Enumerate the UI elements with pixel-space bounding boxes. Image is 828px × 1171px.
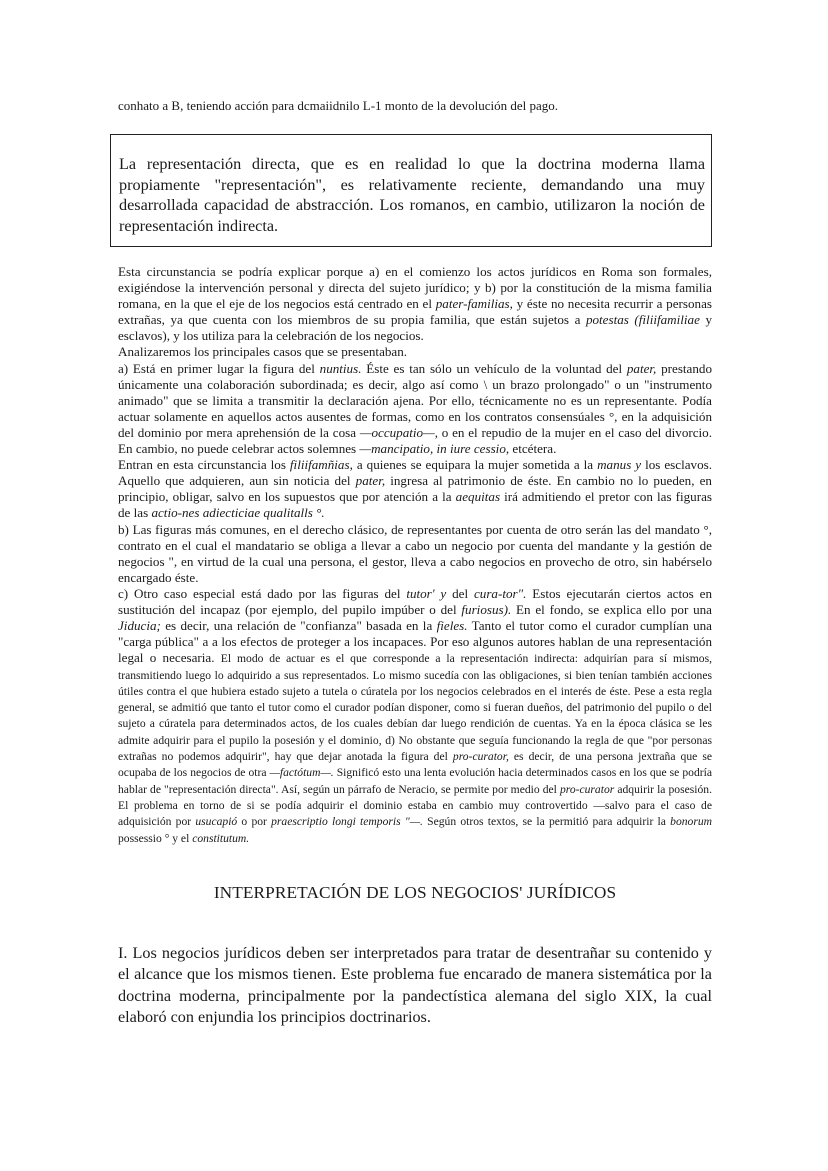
paragraph-filiifamilias: Entran en esta circunstancia los filiifamñias, a quienes se equipara la mujer sometida a la manus y los esclavos. Aquello que adquieren, aun sin noticia del pater, ingresa al patrimonio de éste. En cambio no lo pueden, en principio, obligar, salvo en los supuestos que por atención a la aequitas irá admitiendo el pretor con las figuras de las actio-nes adiecticiae qualitalls °. — [118, 457, 712, 521]
body-text — [118, 264, 712, 846]
paragraph-mandato: b) Las figuras más comunes, en el derecho clásico, de representantes por cuenta de otro serán las del mandato °, contrato en el cual el mandatario se obliga a llevar a cabo un negocio por cuenta del mandante y la gestión de negocios ", en virtud de la cual una persona, el gestor, lleva a cabo negocios en provecho de otro, sin habérselo encargado éste. — [118, 521, 712, 585]
paragraph-intro: Analizaremos los principales casos que se presentaban. — [118, 344, 408, 360]
continuation-line: conhato a B, teniendo acción para dcmaiidnilo L-1 monto de la devolución del pago. — [118, 98, 559, 113]
highlight-box: La representación directa, que es en realidad lo que la doctrina moderna llama propiamente "representación", es relativamente reciente, demandando una muy desarrollada capacidad de abstracción. Los romanos, en cambio, utilizaron la noción de representación indirecta. — [110, 134, 712, 247]
small-print-text: El modo de actuar es el que corresponde a la representación indirecta: adquirían para sí mismos, transmitiendo luego lo adquirido a sus representados. Lo mismo sucedía con las obligaciones, si bien tenían también acciones útiles contra el que hubiera estado sujeto a tutela o cúratela por los negocios celebrados en el interés de éste. Pese a esta regla general, se admitió que tanto el tutor como el curador podían disponer, como si fueran dueños, del patrimonio del pupilo o del sujeto a cúratela para determinados actos, de los cuales debían dar luego rendición de cuentas. Ya en la época clásica se les admite adquirir para el pupilo la posesión y el dominio, d) No obstante que seguía funcionando la regla de que "por personas extrañas no podemos adquirir", hay que dejar anotada la figura del pro-curator, es decir, de una persona jextraña que se ocupaba de los negocios de otra —factótum—. Significó esto una lenta evolución hacia determinados casos en los que se podría hablar de "representación directa". Así, según un párrafo de Neracio, se permite por medio del pro-curator adquirir la posesión. El problema en torno de si se podía adquirir el dominio estaba en cambio muy controvertido —salvo para el caso de adquisición por usucapió o por praescriptio longi temporis "—. Según otros textos, se la permitió para adquirir la bonorum possessio ° y el constitutum. — [118, 652, 713, 845]
paragraph-nuntius: a) Está en primer lugar la figura del nuntius. Éste es tan sólo un vehículo de la voluntad del pater, prestando únicamente una colaboración subordinada; es decir, algo así como \ un brazo prolongado" o un "instrumento animado" que se limita a transmitir la declaración ajena. Por ello, técnicamente no es un representante. Podía actuar solamente en aquellos actos ausentes de formas, como en los contratos consensúales °, en la adquisición del dominio por mera aprehensión de la cosa —occupatio—, o en el repudio de la mujer en el caso del divorcio. En cambio, no puede celebrar actos solemnes —mancipatio, in iure cessio, etcétera. — [118, 360, 713, 457]
paragraph-tutor-curator: c) Otro caso especial está dado por las figuras del tutor' y del cura-tor". Estos ejecutarán ciertos actos en sustitución del incapaz (por ejemplo, del pupilo impúber o del furiosus). En el fondo, se explica ello por una Jiducia; es decir, una relación de "confianza" basada en la fieles. Tanto el tutor como el curador cumplían una "carga pública" a a los efectos de proteger a los incapaces. Por eso algunos autores hablan de una representación legal o necesaria. El modo de actuar es el que corresponde a la representación indirecta: adquirían para sí mismos, transmitiendo luego lo adquirido a sus representados. Lo mismo sucedía con las obligaciones, si bien tenían también acciones útiles contra el que hubiera estado sujeto a tutela o cúratela por los negocios celebrados en el interés de éste. Pese a esta regla general, se admitió que tanto el tutor como el curador podían disponer, como si fueran dueños, del patrimonio del pupilo o del sujeto a cúratela para determinados actos, de los cuales debían dar luego rendición de cuentas. Ya en la época clásica se les admite adquirir para el pupilo la posesión y el dominio, d) No obstante que seguía funcionando la regla de que "por personas extrañas no podemos adquirir", hay que dejar anotada la figura del pro-curator, es decir, de una persona jextraña que se ocupaba de los negocios de otra —factótum—. Significó esto una lenta evolución hacia determinados casos en los que se podría hablar de "representación directa". Así, según un párrafo de Neracio, se permite por medio del pro-curator adquirir la posesión. El problema en torno de si se podía adquirir el dominio estaba en cambio muy controvertido —salvo para el caso de adquisición por usucapió o por praescriptio longi temporis "—. Según otros textos, se la permitió para adquirir la bonorum possessio ° y el constitutum. — [118, 585, 713, 845]
closing-paragraph: I. Los negocios jurídicos deben ser interpretados para tratar de desentrañar su contenido y el alcance que los mismos tienen. Este problema fue encarado de manera sistemática por la doctrina moderna, principalmente por la pandectística alemana del siglo XIX, la cual elaboró con enjundia los principios doctrinarios. — [118, 944, 712, 1026]
section-heading: INTERPRETACIÓN DE LOS NEGOCIOS' JURÍDICOS — [213, 883, 617, 902]
paragraph-circumstance: Esta circunstancia se podría explicar porque a) en el comienzo los actos jurídicos en Roma son formales, exigiéndose la intervención personal y directa del sujeto jurídico; y b) por la constitución de la misma familia romana, en la que el eje de los negocios está centrado en el pater-familias, y éste no necesita recurrir a personas extrañas, ya que cuenta con los miembros de su propia familia, que están sujetos a potestas (filiifamiliae y esclavos), y los utiliza para la celebración de los negocios. — [118, 264, 713, 344]
